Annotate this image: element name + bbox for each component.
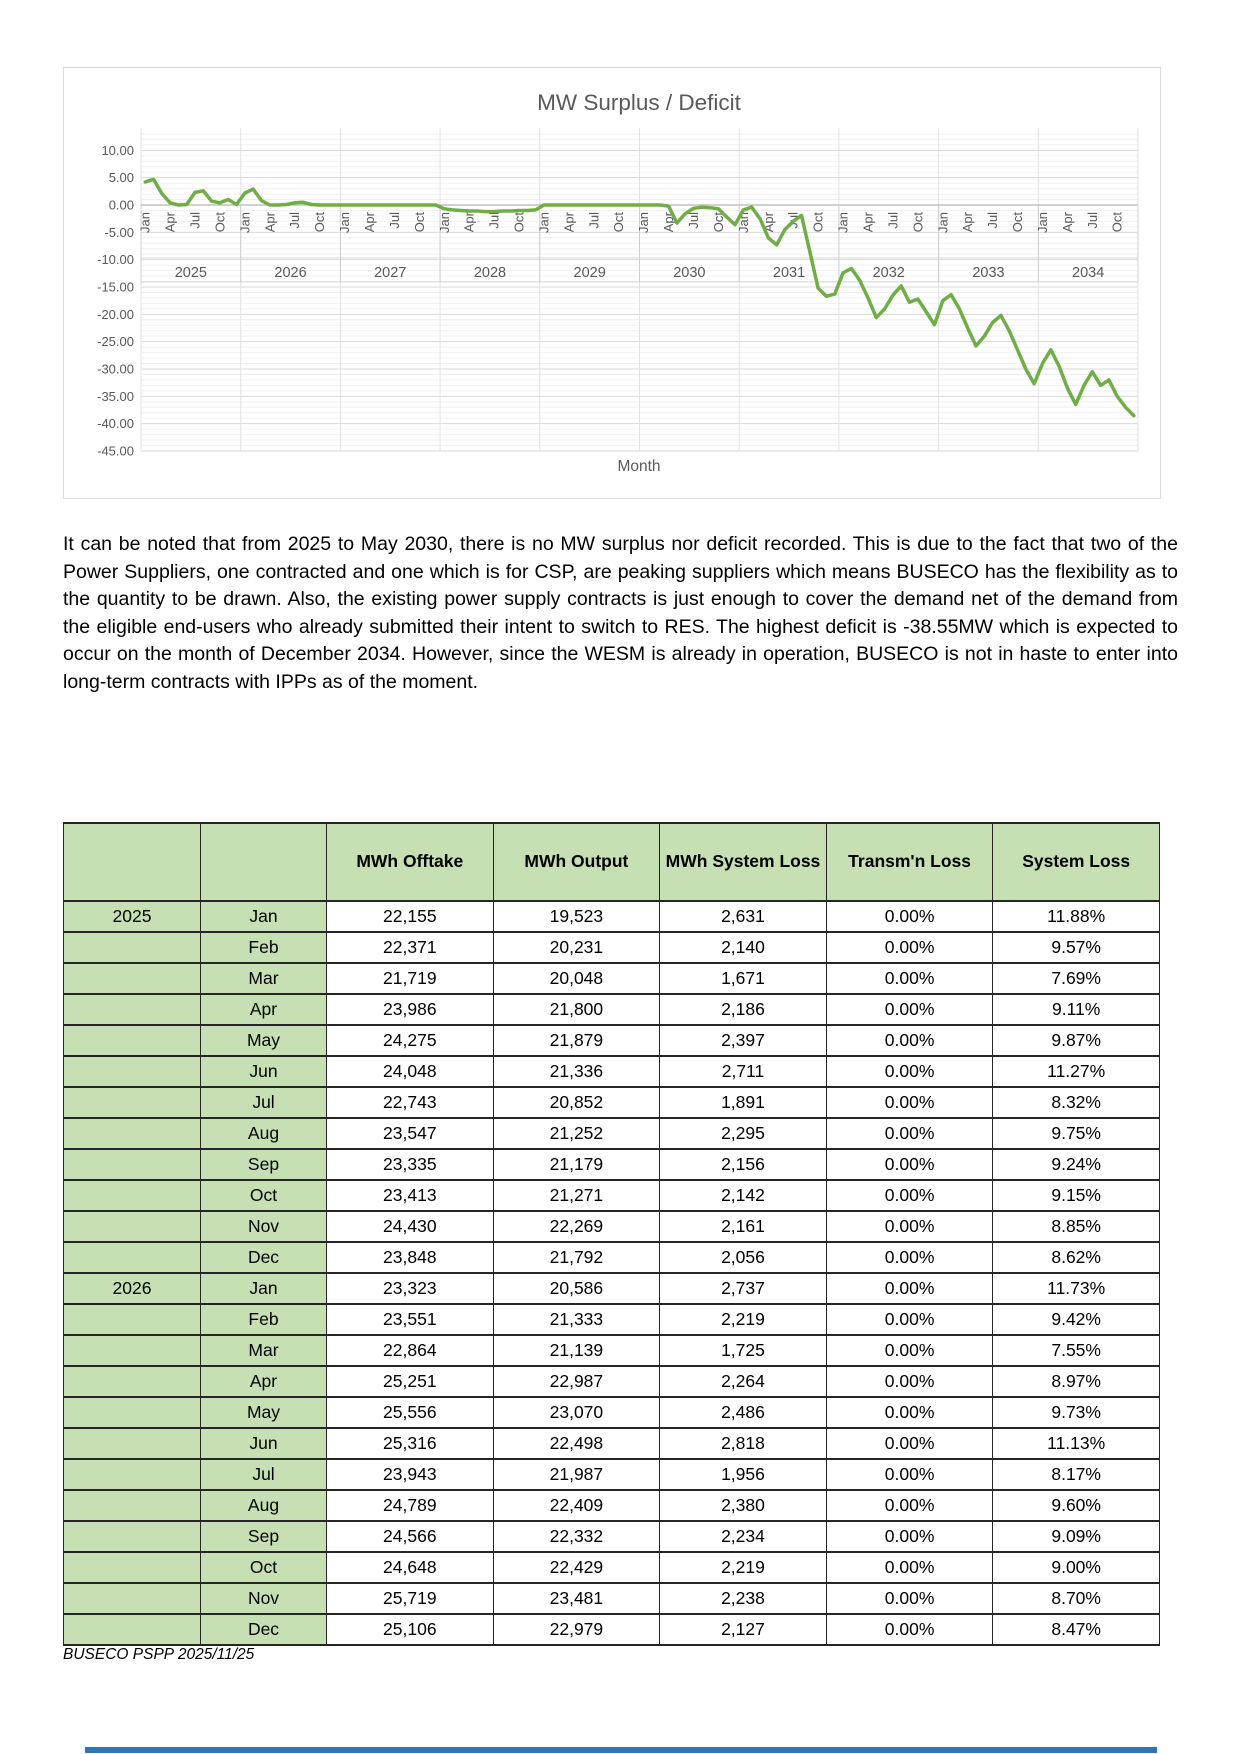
value-cell: 9.57% [993, 932, 1160, 963]
value-cell: 0.00% [826, 1583, 993, 1614]
month-cell: Feb [201, 1304, 327, 1335]
value-cell: 9.87% [993, 1025, 1160, 1056]
value-cell: 2,397 [660, 1025, 827, 1056]
svg-text:-40.00: -40.00 [97, 416, 134, 432]
value-cell: 11.73% [993, 1273, 1160, 1304]
value-cell: 9.09% [993, 1521, 1160, 1552]
table-row [64, 1552, 1160, 1583]
mwh-loss-table [63, 822, 1160, 1646]
value-cell: 22,498 [493, 1428, 660, 1459]
value-cell: 19,523 [493, 901, 660, 932]
year-cell [64, 1583, 201, 1614]
svg-text:-25.00: -25.00 [97, 334, 134, 350]
value-cell: 0.00% [826, 901, 993, 932]
value-cell: 20,586 [493, 1273, 660, 1304]
svg-text:Oct: Oct [810, 212, 826, 233]
svg-text:Jan: Jan [337, 212, 353, 233]
header-month [201, 823, 327, 901]
value-cell: 8.17% [993, 1459, 1160, 1490]
value-cell: 0.00% [826, 1242, 993, 1273]
value-cell: 9.24% [993, 1149, 1160, 1180]
value-cell: 21,139 [493, 1335, 660, 1366]
value-cell: 22,371 [327, 932, 494, 963]
svg-text:Oct: Oct [212, 212, 228, 233]
mw-surplus-deficit-chart-box [63, 67, 1161, 499]
svg-text:2032: 2032 [872, 265, 905, 281]
svg-text:-10.00: -10.00 [97, 252, 134, 268]
month-cell: Nov [201, 1583, 327, 1614]
month-cell: Nov [201, 1211, 327, 1242]
value-cell: 2,056 [660, 1242, 827, 1273]
year-cell [64, 1366, 201, 1397]
value-cell: 2,142 [660, 1180, 827, 1211]
year-cell [64, 1118, 201, 1149]
table-row [64, 1428, 1160, 1459]
value-cell: 24,566 [327, 1521, 494, 1552]
svg-text:Jan: Jan [1034, 212, 1050, 233]
month-cell: Dec [201, 1614, 327, 1645]
table-row [64, 1366, 1160, 1397]
month-cell: Sep [201, 1149, 327, 1180]
value-cell: 0.00% [826, 1490, 993, 1521]
month-cell: Apr [201, 1366, 327, 1397]
value-cell: 22,409 [493, 1490, 660, 1521]
svg-text:Oct: Oct [312, 212, 328, 233]
svg-text:Jul: Jul [686, 212, 702, 229]
header-col: System Loss [993, 823, 1160, 901]
month-cell: Jun [201, 1428, 327, 1459]
value-cell: 2,737 [660, 1273, 827, 1304]
value-cell: 9.11% [993, 994, 1160, 1025]
value-cell: 7.69% [993, 963, 1160, 994]
value-cell: 9.60% [993, 1490, 1160, 1521]
value-cell: 2,631 [660, 901, 827, 932]
value-cell: 24,275 [327, 1025, 494, 1056]
svg-text:Jan: Jan [237, 212, 253, 233]
value-cell: 2,264 [660, 1366, 827, 1397]
month-cell: Feb [201, 932, 327, 963]
value-cell: 2,156 [660, 1149, 827, 1180]
table-header [64, 823, 1160, 901]
svg-text:Jul: Jul [386, 212, 402, 229]
table-row [64, 1118, 1160, 1149]
svg-text:-35.00: -35.00 [97, 388, 134, 404]
value-cell: 23,335 [327, 1149, 494, 1180]
svg-text:2025: 2025 [174, 265, 207, 281]
value-cell: 23,481 [493, 1583, 660, 1614]
svg-text:Apr: Apr [860, 212, 876, 233]
svg-text:Jul: Jul [885, 212, 901, 229]
chart-x-axis-title: Month [617, 458, 661, 475]
svg-text:2026: 2026 [274, 265, 307, 281]
svg-text:Apr: Apr [960, 212, 976, 233]
table-row [64, 1273, 1160, 1304]
svg-text:Apr: Apr [162, 212, 178, 233]
value-cell: 21,792 [493, 1242, 660, 1273]
month-cell: May [201, 1397, 327, 1428]
header-year [64, 823, 201, 901]
table-row [64, 1056, 1160, 1087]
month-cell: Mar [201, 1335, 327, 1366]
month-cell: Oct [201, 1180, 327, 1211]
year-cell [64, 1211, 201, 1242]
value-cell: 23,551 [327, 1304, 494, 1335]
svg-text:Jan: Jan [835, 212, 851, 233]
value-cell: 1,956 [660, 1459, 827, 1490]
value-cell: 22,155 [327, 901, 494, 932]
svg-text:Jan: Jan [636, 212, 652, 233]
value-cell: 0.00% [826, 1459, 993, 1490]
svg-text:Apr: Apr [661, 212, 677, 233]
value-cell: 24,648 [327, 1552, 494, 1583]
svg-text:0.00: 0.00 [108, 197, 134, 213]
svg-text:2031: 2031 [772, 265, 806, 281]
month-cell: Oct [201, 1552, 327, 1583]
value-cell: 0.00% [826, 932, 993, 963]
value-cell: 0.00% [826, 963, 993, 994]
value-cell: 2,219 [660, 1552, 827, 1583]
value-cell: 23,986 [327, 994, 494, 1025]
value-cell: 9.42% [993, 1304, 1160, 1335]
table-row [64, 1614, 1160, 1645]
value-cell: 21,336 [493, 1056, 660, 1087]
svg-text:Jul: Jul [486, 212, 502, 229]
value-cell: 8.97% [993, 1366, 1160, 1397]
table-row [64, 1490, 1160, 1521]
value-cell: 0.00% [826, 1552, 993, 1583]
value-cell: 22,269 [493, 1211, 660, 1242]
value-cell: 21,179 [493, 1149, 660, 1180]
value-cell: 8.62% [993, 1242, 1160, 1273]
value-cell: 9.73% [993, 1397, 1160, 1428]
value-cell: 22,864 [327, 1335, 494, 1366]
value-cell: 2,711 [660, 1056, 827, 1087]
svg-text:Apr: Apr [1059, 212, 1075, 233]
svg-text:2029: 2029 [573, 265, 606, 281]
value-cell: 22,979 [493, 1614, 660, 1645]
table-row [64, 901, 1160, 932]
year-cell [64, 963, 201, 994]
value-cell: 0.00% [826, 1025, 993, 1056]
table-row [64, 1335, 1160, 1366]
value-cell: 2,140 [660, 932, 827, 963]
table-body [64, 901, 1160, 1645]
month-cell: Jul [201, 1459, 327, 1490]
header-col: MWh Offtake [327, 823, 494, 901]
year-cell [64, 1056, 201, 1087]
table-row [64, 963, 1160, 994]
year-cell [64, 994, 201, 1025]
table-row [64, 1025, 1160, 1056]
month-cell: Aug [201, 1490, 327, 1521]
table-row [64, 1583, 1160, 1614]
value-cell: 20,048 [493, 963, 660, 994]
svg-text:Oct: Oct [511, 212, 527, 233]
year-cell [64, 1552, 201, 1583]
value-cell: 9.75% [993, 1118, 1160, 1149]
svg-text:Apr: Apr [361, 212, 377, 233]
table-row [64, 932, 1160, 963]
svg-text:Oct: Oct [611, 212, 627, 233]
svg-text:-20.00: -20.00 [97, 306, 134, 322]
svg-text:-30.00: -30.00 [97, 361, 134, 377]
svg-text:Apr: Apr [461, 212, 477, 233]
value-cell: 24,048 [327, 1056, 494, 1087]
table-row [64, 1242, 1160, 1273]
svg-text:Oct: Oct [1109, 212, 1125, 233]
year-cell [64, 1521, 201, 1552]
svg-text:Jan: Jan [735, 212, 751, 233]
value-cell: 1,671 [660, 963, 827, 994]
value-cell: 23,413 [327, 1180, 494, 1211]
year-cell [64, 1335, 201, 1366]
svg-text:-45.00: -45.00 [97, 443, 134, 459]
svg-text:Jan: Jan [935, 212, 951, 233]
value-cell: 23,943 [327, 1459, 494, 1490]
value-cell: 0.00% [826, 1614, 993, 1645]
svg-text:10.00: 10.00 [101, 142, 134, 158]
year-cell [64, 1149, 201, 1180]
header-col: MWh Output [493, 823, 660, 901]
svg-text:Oct: Oct [411, 212, 427, 233]
value-cell: 0.00% [826, 1397, 993, 1428]
value-cell: 0.00% [826, 1087, 993, 1118]
value-cell: 0.00% [826, 1366, 993, 1397]
svg-text:2028: 2028 [473, 265, 507, 281]
svg-text:-15.00: -15.00 [97, 279, 134, 295]
svg-text:2027: 2027 [374, 265, 407, 281]
year-cell [64, 1397, 201, 1428]
value-cell: 2,238 [660, 1583, 827, 1614]
page-bottom-bar [85, 1747, 1157, 1753]
year-cell: 2026 [64, 1273, 201, 1304]
svg-text:Oct: Oct [710, 212, 726, 233]
value-cell: 8.85% [993, 1211, 1160, 1242]
mw-surplus-deficit-chart [64, 68, 1160, 498]
value-cell: 0.00% [826, 1149, 993, 1180]
table-header-row [64, 823, 1160, 901]
svg-text:Oct: Oct [910, 212, 926, 233]
value-cell: 0.00% [826, 1211, 993, 1242]
year-cell [64, 1304, 201, 1335]
svg-text:Jul: Jul [785, 212, 801, 229]
value-cell: 21,879 [493, 1025, 660, 1056]
svg-text:2033: 2033 [972, 265, 1005, 281]
table-row [64, 1397, 1160, 1428]
value-cell: 0.00% [826, 1056, 993, 1087]
chart-gridlines [141, 128, 1138, 451]
table-row [64, 1521, 1160, 1552]
value-cell: 0.00% [826, 1304, 993, 1335]
value-cell: 21,987 [493, 1459, 660, 1490]
value-cell: 22,743 [327, 1087, 494, 1118]
value-cell: 11.13% [993, 1428, 1160, 1459]
svg-text:Apr: Apr [262, 212, 278, 233]
table-row [64, 994, 1160, 1025]
value-cell: 21,333 [493, 1304, 660, 1335]
value-cell: 2,219 [660, 1304, 827, 1335]
value-cell: 0.00% [826, 994, 993, 1025]
value-cell: 25,719 [327, 1583, 494, 1614]
month-cell: Jan [201, 901, 327, 932]
value-cell: 0.00% [826, 1273, 993, 1304]
year-cell [64, 1025, 201, 1056]
value-cell: 0.00% [826, 1335, 993, 1366]
table-row [64, 1149, 1160, 1180]
value-cell: 25,106 [327, 1614, 494, 1645]
value-cell: 9.00% [993, 1552, 1160, 1583]
value-cell: 22,332 [493, 1521, 660, 1552]
value-cell: 2,818 [660, 1428, 827, 1459]
document-footer: BUSECO PSPP 2025/11/25 [63, 1646, 255, 1663]
value-cell: 7.55% [993, 1335, 1160, 1366]
value-cell: 25,251 [327, 1366, 494, 1397]
month-cell: Jul [201, 1087, 327, 1118]
value-cell: 24,430 [327, 1211, 494, 1242]
year-cell [64, 1614, 201, 1645]
value-cell: 21,271 [493, 1180, 660, 1211]
table-row [64, 1304, 1160, 1335]
value-cell: 2,186 [660, 994, 827, 1025]
value-cell: 2,234 [660, 1521, 827, 1552]
chart-title: MW Surplus / Deficit [537, 90, 741, 115]
svg-text:5.00: 5.00 [108, 170, 134, 186]
svg-text:2034: 2034 [1072, 265, 1105, 281]
svg-text:Jan: Jan [536, 212, 552, 233]
value-cell: 1,725 [660, 1335, 827, 1366]
value-cell: 22,429 [493, 1552, 660, 1583]
value-cell: 22,987 [493, 1366, 660, 1397]
month-cell: Apr [201, 994, 327, 1025]
value-cell: 23,547 [327, 1118, 494, 1149]
value-cell: 21,800 [493, 994, 660, 1025]
value-cell: 2,295 [660, 1118, 827, 1149]
svg-text:Jan: Jan [137, 212, 153, 233]
value-cell: 2,127 [660, 1614, 827, 1645]
month-cell: Jun [201, 1056, 327, 1087]
svg-text:Apr: Apr [561, 211, 577, 233]
value-cell: 0.00% [826, 1428, 993, 1459]
table-row [64, 1087, 1160, 1118]
value-cell: 0.00% [826, 1521, 993, 1552]
year-cell: 2025 [64, 901, 201, 932]
header-col: MWh System Loss [660, 823, 827, 901]
value-cell: 24,789 [327, 1490, 494, 1521]
year-cell [64, 932, 201, 963]
value-cell: 9.15% [993, 1180, 1160, 1211]
svg-text:Jul: Jul [1084, 212, 1100, 229]
year-cell [64, 1428, 201, 1459]
analysis-paragraph: It can be noted that from 2025 to May 2030, there is no MW surplus nor deficit recorded. This is due to the fact that two of the Power Suppliers, one contracted and one which is for CSP, are peaking suppliers which means BUSECO has the flexibility as to the quantity to be drawn. Also, the existing power supply contracts is just enough to cover the demand net of the demand from the eligible end-users who already submitted their intent to switch to RES. The highest deficit is -38.55MW which is expected to occur on the month of December 2034. However, since the WESM is already in operation, BUSECO is not in haste to enter into long-term contracts with IPPs as of the moment. [63, 533, 1178, 693]
header-col: Transm'n Loss [826, 823, 993, 901]
svg-text:Apr: Apr [760, 212, 776, 233]
value-cell: 11.27% [993, 1056, 1160, 1087]
value-cell: 20,852 [493, 1087, 660, 1118]
value-cell: 8.47% [993, 1614, 1160, 1645]
year-cell [64, 1490, 201, 1521]
svg-text:Oct: Oct [1010, 212, 1026, 233]
svg-text:Jul: Jul [985, 212, 1001, 229]
month-cell: Dec [201, 1242, 327, 1273]
value-cell: 11.88% [993, 901, 1160, 932]
year-cell [64, 1087, 201, 1118]
value-cell: 21,252 [493, 1118, 660, 1149]
year-cell [64, 1180, 201, 1211]
value-cell: 25,316 [327, 1428, 494, 1459]
month-cell: May [201, 1025, 327, 1056]
value-cell: 0.00% [826, 1118, 993, 1149]
value-cell: 2,380 [660, 1490, 827, 1521]
value-cell: 0.00% [826, 1180, 993, 1211]
value-cell: 25,556 [327, 1397, 494, 1428]
table-row [64, 1459, 1160, 1490]
value-cell: 23,323 [327, 1273, 494, 1304]
table-row [64, 1211, 1160, 1242]
svg-text:Jan: Jan [436, 212, 452, 233]
svg-text:-5.00: -5.00 [104, 224, 134, 240]
value-cell: 20,231 [493, 932, 660, 963]
value-cell: 1,891 [660, 1087, 827, 1118]
svg-text:Jul: Jul [586, 212, 602, 229]
value-cell: 23,848 [327, 1242, 494, 1273]
value-cell: 21,719 [327, 963, 494, 994]
value-cell: 23,070 [493, 1397, 660, 1428]
value-cell: 8.32% [993, 1087, 1160, 1118]
value-cell: 2,486 [660, 1397, 827, 1428]
month-cell: Sep [201, 1521, 327, 1552]
month-cell: Jan [201, 1273, 327, 1304]
svg-text:Jul: Jul [287, 212, 303, 229]
year-cell [64, 1459, 201, 1490]
svg-text:2030: 2030 [673, 265, 706, 281]
month-cell: Mar [201, 963, 327, 994]
svg-text:Jul: Jul [187, 212, 203, 229]
table-row [64, 1180, 1160, 1211]
year-cell [64, 1242, 201, 1273]
month-cell: Aug [201, 1118, 327, 1149]
value-cell: 2,161 [660, 1211, 827, 1242]
value-cell: 8.70% [993, 1583, 1160, 1614]
